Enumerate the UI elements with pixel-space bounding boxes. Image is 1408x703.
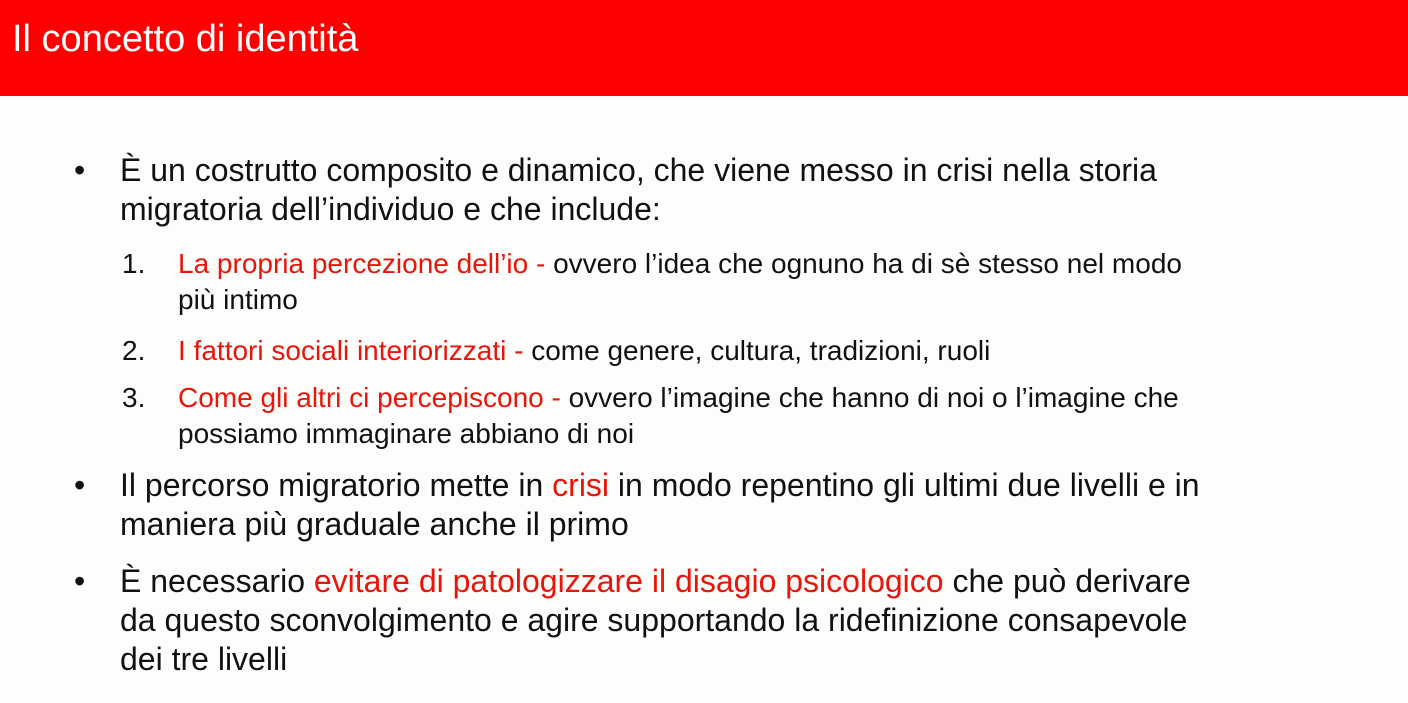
bullet-text-line: dei tre livelli	[120, 641, 288, 677]
item-number: 3.	[122, 382, 146, 413]
item-text-line: possiamo immaginare abbiano di noi	[178, 418, 635, 449]
bullet-highlight: evitare di patologizzare il disagio psicologico	[313, 563, 944, 599]
item-text-line	[178, 246, 1393, 282]
item-number: 2.	[122, 335, 146, 366]
item-text: come genere, cultura, tradizioni, ruoli	[531, 335, 991, 366]
bullet-item-3	[74, 562, 1390, 679]
bullet-text: che può derivare	[943, 563, 1191, 599]
bullet-item-1	[74, 151, 1390, 229]
item-text: ovvero l’idea che ognuno ha di sè stesso nel modo	[553, 248, 1182, 279]
item-text-line	[178, 333, 1393, 369]
item-text-line: più intimo	[178, 284, 298, 315]
bullet-text-line	[120, 466, 1390, 505]
bullet-text-line: maniera più graduale anche il primo	[120, 506, 629, 542]
bullet-text-line: da questo sconvolgimento e agire supportando la ridefinizione consapevole	[120, 602, 1188, 638]
numbered-item-1	[122, 246, 1393, 318]
bullet-marker: •	[74, 563, 86, 599]
bullet-text: in modo repentino gli ultimi due livelli e in	[609, 467, 1200, 503]
bullet-highlight: crisi	[552, 467, 610, 503]
bullet-text-line: È un costrutto composito e dinamico, che viene messo in crisi nella storia	[120, 152, 1157, 188]
item-text: ovvero l’imagine che hanno di noi o l’imagine che	[568, 382, 1179, 413]
numbered-item-2	[122, 333, 1393, 369]
bullet-text-line	[120, 562, 1390, 601]
item-number: 1.	[122, 248, 146, 279]
bullet-item-2	[74, 466, 1390, 544]
item-highlight: La propria percezione dell’io -	[178, 248, 554, 279]
numbered-item-3	[122, 380, 1393, 452]
bullet-marker: •	[74, 152, 86, 188]
item-highlight: I fattori sociali interiorizzati -	[178, 335, 532, 366]
bullet-text-line: migratoria dell’individuo e che include:	[120, 191, 661, 227]
slide-title: Il concetto di identità	[12, 18, 359, 60]
item-text-line	[178, 380, 1393, 416]
bullet-marker: •	[74, 467, 86, 503]
title-bar	[0, 0, 1408, 96]
bullet-text: Il percorso migratorio mette in	[120, 467, 553, 503]
bullet-text: È necessario	[120, 563, 314, 599]
item-highlight: Come gli altri ci percepiscono -	[178, 382, 569, 413]
